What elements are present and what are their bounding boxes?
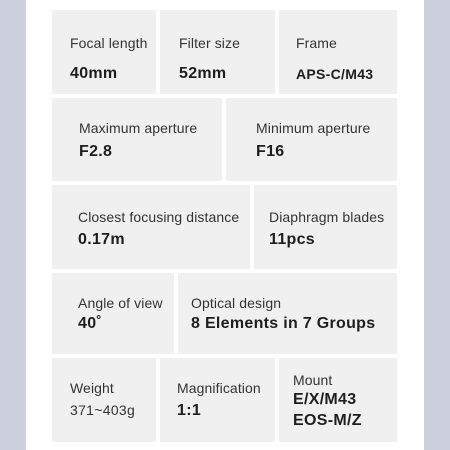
spec-label: Frame bbox=[296, 35, 337, 51]
spec-label: Focal length bbox=[70, 35, 148, 51]
spec-label: Minimum aperture bbox=[256, 120, 371, 136]
spec-label: Magnification bbox=[177, 380, 261, 396]
spec-label: Optical design bbox=[191, 295, 282, 311]
spec-value: 0.17m bbox=[78, 231, 125, 248]
spec-value-line2: EOS-M/Z bbox=[293, 412, 362, 429]
spec-cell-filter-size bbox=[160, 10, 275, 94]
spec-label: Maximum aperture bbox=[79, 120, 198, 136]
spec-sheet bbox=[45, 0, 403, 450]
spec-value: F16 bbox=[256, 143, 285, 160]
spec-cell-mount bbox=[279, 358, 397, 442]
spec-label: Angle of view bbox=[78, 295, 163, 311]
spec-cell-frame bbox=[279, 10, 397, 94]
spec-label: Mount bbox=[293, 372, 333, 388]
spec-value: APS-C/M43 bbox=[296, 66, 374, 82]
spec-cell-magnification bbox=[160, 358, 275, 442]
spec-cell-focal-length bbox=[52, 10, 156, 94]
spec-value: 371~403g bbox=[70, 402, 136, 418]
spec-value: 11pcs bbox=[269, 231, 315, 248]
spec-cell-max-aperture bbox=[52, 98, 222, 181]
left-edge-bar bbox=[0, 0, 26, 450]
spec-label: Closest focusing distance bbox=[78, 209, 240, 225]
spec-cell-angle-of-view bbox=[52, 273, 174, 354]
spec-cell-diaphragm-blades bbox=[254, 185, 397, 269]
spec-value-line1: E/X/M43 bbox=[293, 391, 357, 408]
spec-cell-weight bbox=[52, 358, 156, 442]
spec-cell-closest-focus bbox=[52, 185, 250, 269]
spec-value: 1:1 bbox=[177, 402, 202, 419]
right-edge-bar bbox=[424, 0, 450, 450]
spec-label: Filter size bbox=[179, 35, 240, 51]
spec-value: 40mm bbox=[70, 65, 118, 82]
spec-label: Weight bbox=[70, 380, 114, 396]
spec-value: 40˚ bbox=[78, 315, 103, 332]
spec-cell-optical-design bbox=[178, 273, 397, 354]
spec-value: 52mm bbox=[179, 65, 227, 82]
spec-label: Diaphragm blades bbox=[269, 209, 385, 225]
spec-value: F2.8 bbox=[79, 143, 113, 160]
spec-value: 8 Elements in 7 Groups bbox=[191, 315, 376, 332]
spec-cell-min-aperture bbox=[226, 98, 397, 181]
